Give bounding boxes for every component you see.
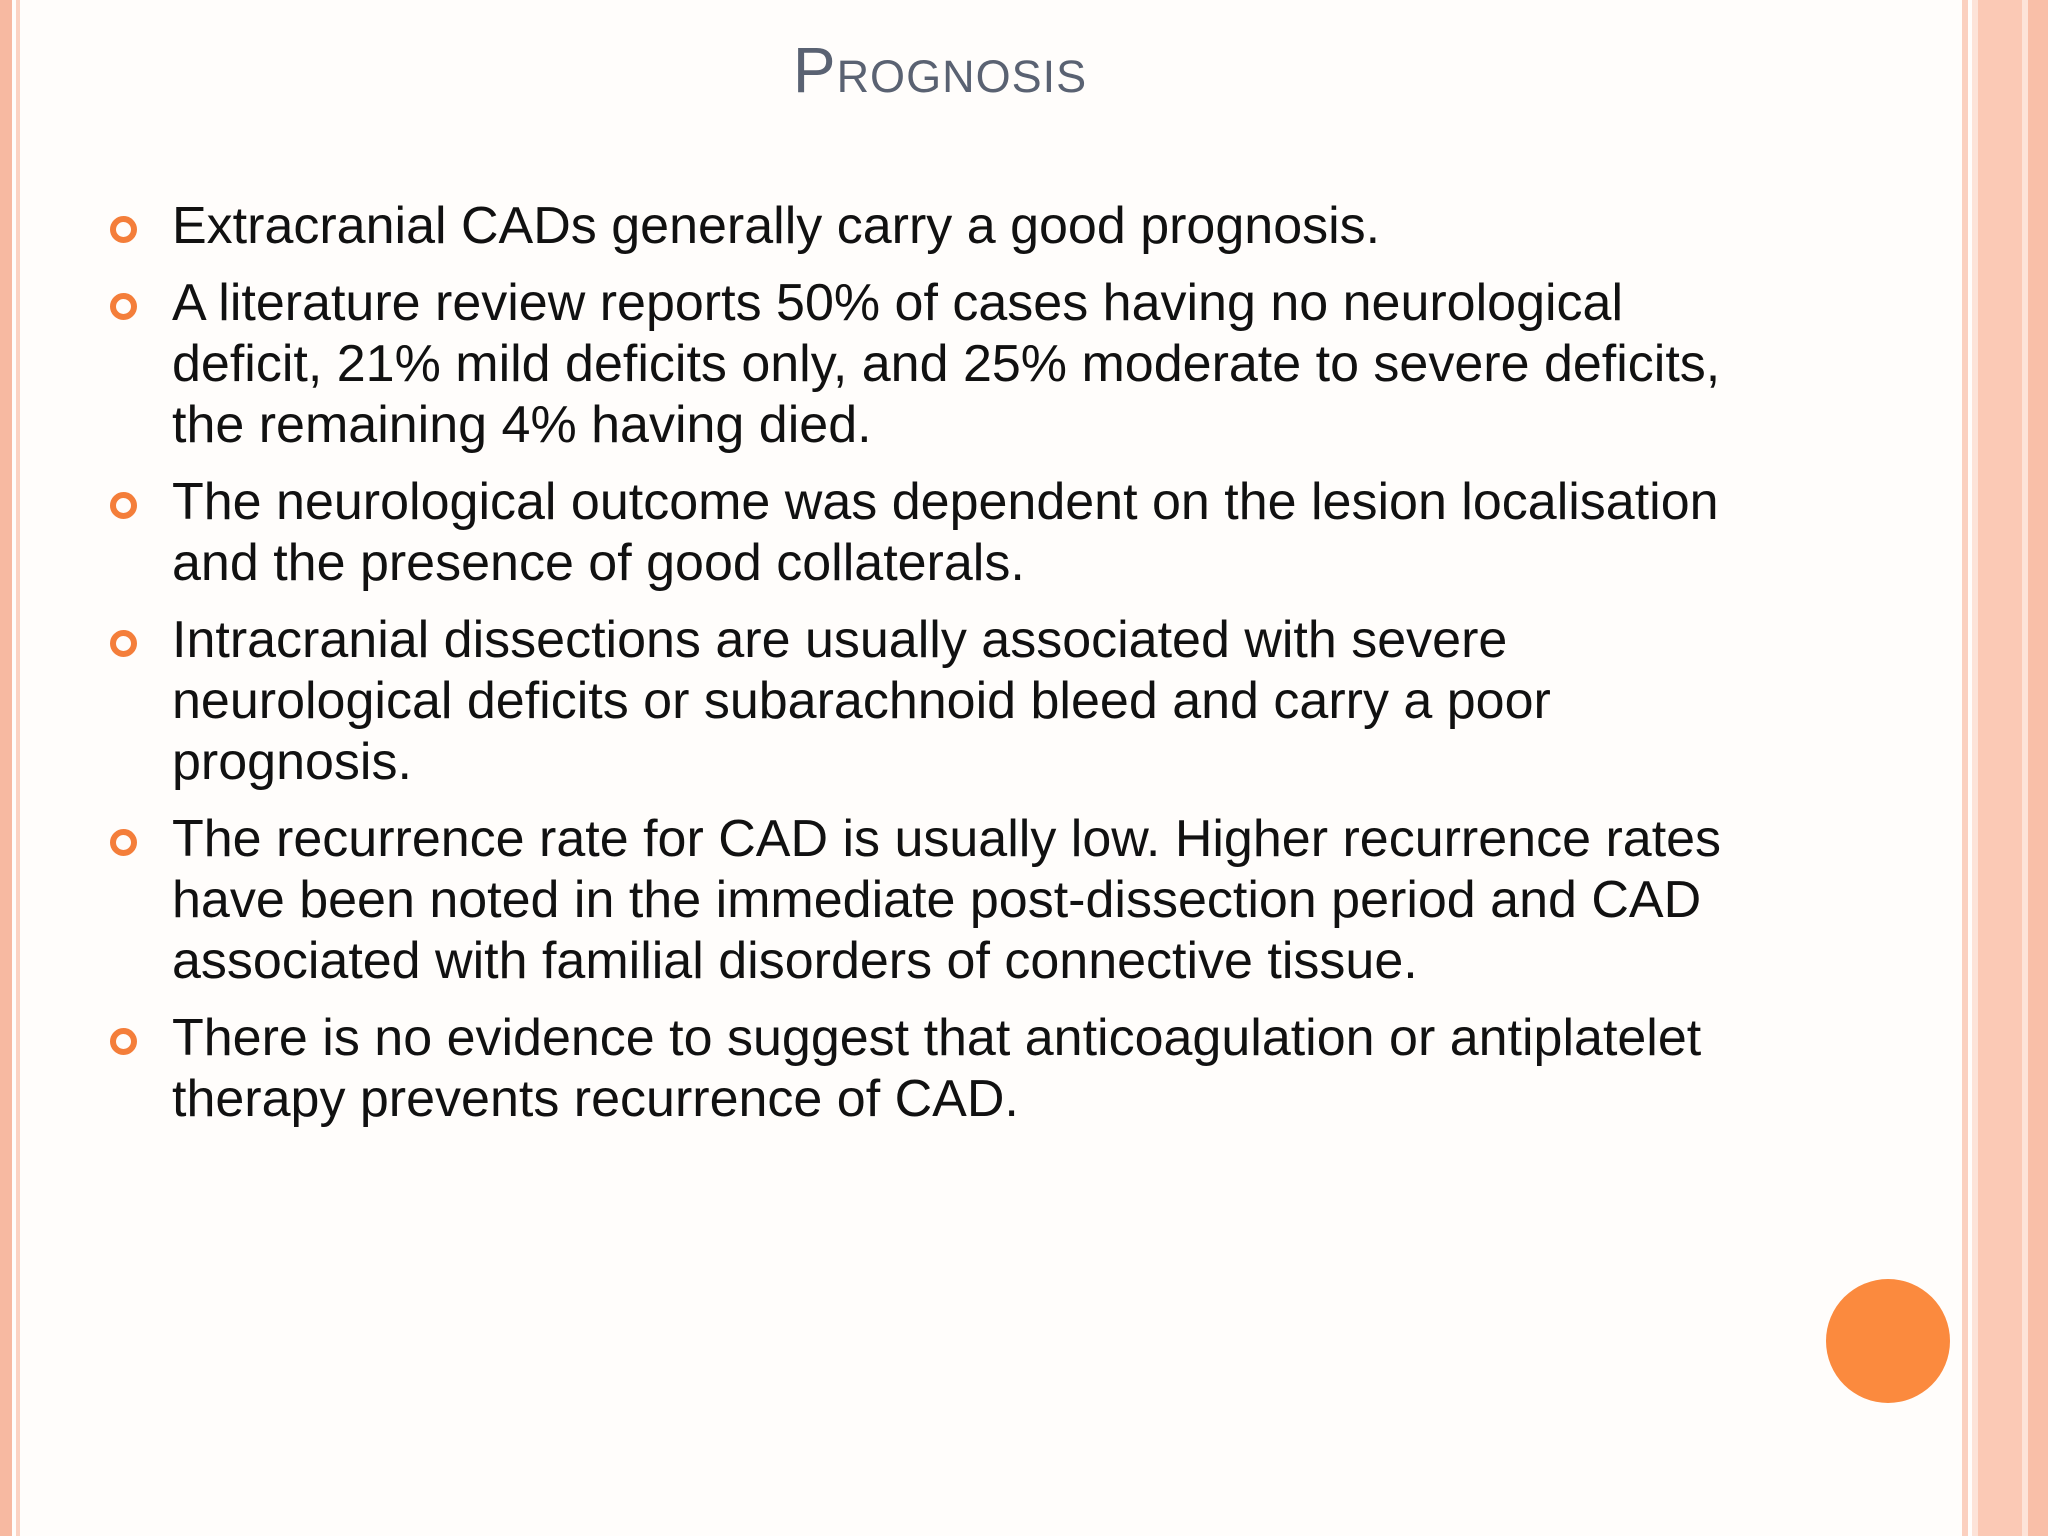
bullet-text: There is no evidence to suggest that anticoagulation or antiplatelet therapy prevents recurrence of CAD. xyxy=(172,1009,1702,1128)
bullet-text: Extracranial CADs generally carry a good prognosis. xyxy=(172,197,1381,255)
right-border-stripe xyxy=(2028,0,2048,1536)
bullet-ring-icon xyxy=(110,216,137,243)
right-border-stripe xyxy=(1978,0,2022,1536)
bullet-item xyxy=(110,809,1770,992)
bullet-item xyxy=(110,1008,1770,1130)
bullet-item xyxy=(110,196,1770,257)
bullet-ring-icon xyxy=(110,829,137,856)
bullet-item xyxy=(110,472,1770,594)
bullet-text: A literature review reports 50% of cases having no neurological deficit, 21% mild deficits only, and 25% moderate to severe deficits, the remaining 4% having died. xyxy=(172,274,1721,454)
bullet-ring-icon xyxy=(110,492,137,519)
bullet-ring-icon xyxy=(110,1028,137,1055)
bullet-item xyxy=(110,273,1770,456)
bullet-item xyxy=(110,610,1770,793)
right-border-stripe xyxy=(1962,0,1968,1536)
bullet-text: Intracranial dissections are usually associated with severe neurological deficits or subarachnoid bleed and carry a poor prognosis. xyxy=(172,611,1551,791)
bullet-ring-icon xyxy=(110,630,137,657)
left-border-stripe-inner xyxy=(16,0,20,1536)
bullet-list xyxy=(110,196,1770,1146)
slide-title: Prognosis xyxy=(792,34,1088,106)
bullet-ring-icon xyxy=(110,293,137,320)
bullet-text: The recurrence rate for CAD is usually low. Higher recurrence rates have been noted in the immediate post-dissection period and CAD associated with familial disorders of connective tissue. xyxy=(172,810,1722,990)
decorative-circle xyxy=(1826,1279,1950,1403)
left-border-stripe xyxy=(0,0,12,1536)
bullet-text: The neurological outcome was dependent on the lesion localisation and the presence of good collaterals. xyxy=(172,473,1719,592)
